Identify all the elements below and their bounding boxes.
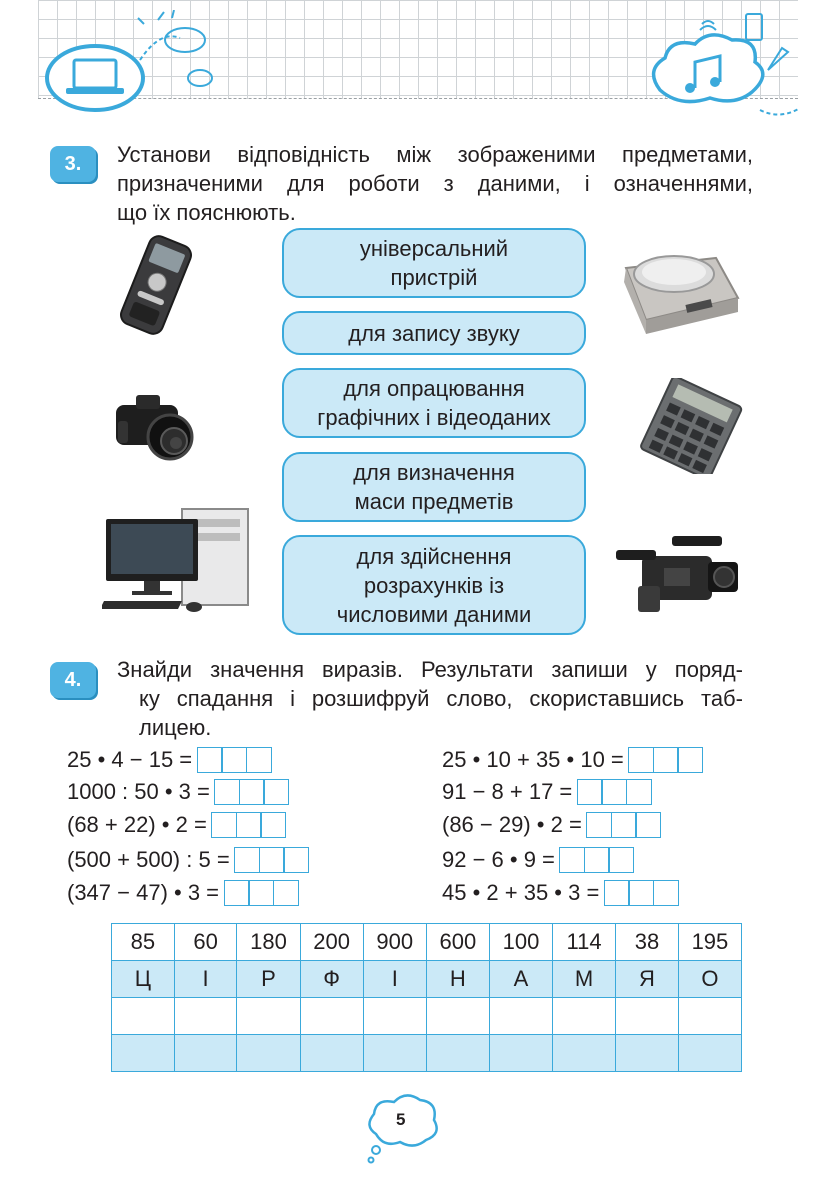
- definition-calculations[interactable]: [282, 535, 586, 635]
- expression-text: 45 • 2 + 35 • 3 =: [442, 880, 600, 905]
- expression-row: [67, 746, 272, 774]
- definition-line: графічних і відеоданих: [317, 405, 551, 430]
- letter-cell: Р: [237, 961, 300, 998]
- definition-line: для запису звуку: [348, 320, 520, 346]
- definition-line: маси предметів: [354, 489, 514, 514]
- expression-text: 25 • 4 − 15 =: [67, 747, 193, 772]
- definition-line: для опрацювання: [343, 376, 525, 401]
- expression-row: [442, 846, 634, 874]
- answer-boxes[interactable]: [225, 880, 299, 906]
- task-3-badge: 3.: [50, 146, 96, 182]
- empty-cell[interactable]: [553, 998, 616, 1035]
- expression-row: [67, 879, 299, 907]
- empty-cell[interactable]: [426, 998, 489, 1035]
- definition-universal-device[interactable]: [282, 228, 586, 298]
- empty-cell[interactable]: [174, 998, 237, 1035]
- empty-cell[interactable]: [426, 1035, 489, 1072]
- task-4-line: ку спадання і розшифруй слово, скориставшись таб-: [139, 686, 743, 711]
- answer-boxes[interactable]: [578, 779, 652, 805]
- empty-cell[interactable]: [489, 998, 552, 1035]
- letter-cell: Ф: [300, 961, 363, 998]
- expression-row: [67, 778, 289, 806]
- number-cell: 900: [363, 924, 426, 961]
- letter-cell: М: [553, 961, 616, 998]
- empty-cell[interactable]: [678, 1035, 741, 1072]
- expression-text: 92 − 6 • 9 =: [442, 847, 555, 872]
- expression-text: 91 − 8 + 17 =: [442, 779, 573, 804]
- letter-cell: І: [174, 961, 237, 998]
- empty-cell[interactable]: [363, 998, 426, 1035]
- task-4-badge: 4.: [50, 662, 96, 698]
- expression-text: 25 • 10 + 35 • 10 =: [442, 747, 624, 772]
- expression-text: (68 + 22) • 2 =: [67, 812, 207, 837]
- letter-cell: О: [678, 961, 741, 998]
- digital-scale-picture[interactable]: [616, 228, 742, 338]
- empty-cell[interactable]: [237, 1035, 300, 1072]
- answer-boxes[interactable]: [216, 779, 290, 805]
- letters-row: [112, 961, 742, 998]
- expression-row: [67, 846, 309, 874]
- task-4-text: [117, 655, 743, 742]
- number-cell: 600: [426, 924, 489, 961]
- expression-row: [442, 746, 703, 774]
- calculator-picture[interactable]: [640, 378, 744, 474]
- number-cell: 100: [489, 924, 552, 961]
- letter-cell: І: [363, 961, 426, 998]
- laptop-cloud-icon: [40, 10, 240, 120]
- definition-line: розрахунків із: [363, 572, 505, 598]
- empty-cell[interactable]: [489, 1035, 552, 1072]
- number-cell: 38: [616, 924, 679, 961]
- answer-numbers-row: [112, 998, 742, 1035]
- empty-cell[interactable]: [237, 998, 300, 1035]
- desktop-computer-picture[interactable]: [102, 505, 252, 615]
- task-4-line: лицею.: [139, 715, 212, 740]
- expression-text: (347 − 47) • 3 =: [67, 880, 220, 905]
- empty-cell[interactable]: [363, 1035, 426, 1072]
- definition-sound-recording[interactable]: [282, 311, 586, 355]
- page-number: 5: [396, 1110, 406, 1129]
- empty-cell[interactable]: [174, 1035, 237, 1072]
- empty-cell[interactable]: [553, 1035, 616, 1072]
- task-3-text: [117, 140, 753, 227]
- number-cell: 114: [553, 924, 616, 961]
- answer-boxes[interactable]: [213, 812, 287, 838]
- letter-cell: А: [489, 961, 552, 998]
- answer-letters-row: [112, 1035, 742, 1072]
- empty-cell[interactable]: [616, 1035, 679, 1072]
- definition-line: універсальний: [359, 236, 509, 261]
- photo-camera-picture[interactable]: [108, 385, 204, 465]
- number-cell: 85: [112, 924, 175, 961]
- task-3-line: що їх пояснюють.: [117, 200, 296, 225]
- number-cell: 180: [237, 924, 300, 961]
- definition-mass-measuring[interactable]: [282, 452, 586, 522]
- task-3-line: Установи відповідність між зображеними предметами,: [117, 142, 753, 167]
- voice-recorder-picture[interactable]: [110, 232, 202, 338]
- answer-boxes[interactable]: [236, 847, 310, 873]
- empty-cell[interactable]: [112, 998, 175, 1035]
- number-cell: 200: [300, 924, 363, 961]
- music-cloud-icon: [640, 10, 810, 130]
- answer-boxes[interactable]: [561, 847, 635, 873]
- expression-row: [442, 811, 661, 839]
- definition-line: для здійснення: [356, 543, 512, 569]
- empty-cell[interactable]: [112, 1035, 175, 1072]
- definition-line: пристрій: [390, 265, 478, 290]
- expression-text: 1000 : 50 • 3 =: [67, 779, 210, 804]
- letter-cell: Ц: [112, 961, 175, 998]
- answer-boxes[interactable]: [630, 747, 704, 773]
- answer-boxes[interactable]: [588, 812, 662, 838]
- answer-boxes[interactable]: [198, 747, 272, 773]
- expression-text: (86 − 29) • 2 =: [442, 812, 582, 837]
- letter-cell: Я: [616, 961, 679, 998]
- numbers-row: [112, 924, 742, 961]
- expression-row: [442, 778, 652, 806]
- definition-line: для визначення: [353, 460, 515, 485]
- definition-graphics-video[interactable]: [282, 368, 586, 438]
- empty-cell[interactable]: [300, 1035, 363, 1072]
- number-cell: 195: [678, 924, 741, 961]
- empty-cell[interactable]: [678, 998, 741, 1035]
- expression-text: (500 + 500) : 5 =: [67, 847, 230, 872]
- task-3-line: призначеними для роботи з даними, і означеннями,: [117, 171, 753, 196]
- empty-cell[interactable]: [616, 998, 679, 1035]
- letter-cell: Н: [426, 961, 489, 998]
- answer-boxes[interactable]: [605, 880, 679, 906]
- decoding-table: [111, 923, 742, 1072]
- video-camera-picture[interactable]: [612, 528, 744, 618]
- expression-row: [67, 811, 286, 839]
- number-cell: 60: [174, 924, 237, 961]
- empty-cell[interactable]: [300, 998, 363, 1035]
- task-4-line: Знайди значення виразів. Результати запиши у поряд-: [117, 657, 743, 682]
- definition-line: числовими даними: [336, 601, 532, 627]
- expression-row: [442, 879, 679, 907]
